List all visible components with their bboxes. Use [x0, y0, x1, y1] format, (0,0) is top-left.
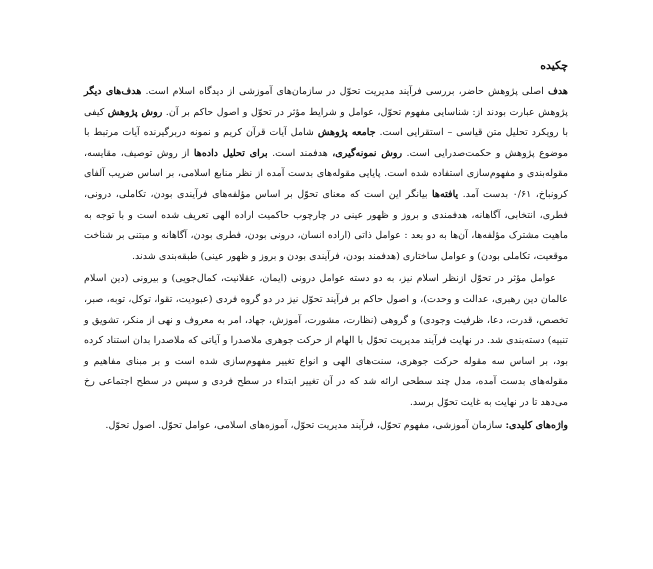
- p1-seg: برای تحلیل داده‌ها: [193, 147, 268, 159]
- abstract-paragraph-2: عوامل مؤثر در تحوّل ازنظر اسلام نیز، به دو دسته عوامل درونی (ایمان، عقلانیت، کمال‌جویی) و بیرونی (دین اسلام عالمان دین رهبری، عدالت و وحدت)، و اصول حاکم بر فرآیند تحوّل نیز در دو گروه فردی (عبودیت، تقوا، توکل، توبه، صبر، تخصص، قدرت، دعا، ظرفیت وجودی) و گروهی (نظارت، مشورت، آموزش، جهاد، امر به معروف و نهی از منکر، تشویق و تنبیه) دسته‌بندی شد. در نهایت فرآیند مدیریت تحوّل با الهام از حرکت جوهری ملاصدرا و آیاتی که ملاصدرا بدان استناد کرده بود، بر اساس سه مقوله حرکت جوهری، سنت‌های الهی و انواع تغییر مفهوم‌سازی شده است و بر مبنای مفاهیم و مقوله‌های بدست آمده، مدل چند سطحی ارائه شد که در آن تغییر ابتداء در سطح فردی و سپس در سطح اجتماعی رخ می‌دهد تا در نهایت به غایت تحوّل برسد.: [84, 273, 568, 408]
- p1-seg: جامعه پژوهش: [317, 127, 376, 139]
- p1-seg: از روش توصیف، مقایسه، مقوله‌بندی و مفهوم‌سازی استفاده شده است. پایایی مقوله‌های بدست آمده از نظر منابع اسلامی، بر اساس ضریب آلفای کرونباخ، ۰/۶۱ بدست آمد.: [84, 147, 568, 200]
- p1-seg: هدف: [547, 86, 568, 97]
- p1-seg: شامل آیات قرآن کریم و نمونه دربرگیرنده آیات مرتبط با موضوع پژوهش و حکمت‌صدرایی است.: [84, 127, 568, 159]
- keywords-line: [84, 416, 568, 437]
- abstract-heading: چکیده: [540, 59, 568, 72]
- p1-seg: هدفمند است.: [267, 147, 333, 159]
- p1-seg: اصلی پژوهش حاضر، بررسی فرآیند مدیریت تحوّل در سازمان‌های آموزشی از دیدگاه اسلام است.: [141, 86, 548, 97]
- p1-seg: بیانگر این است که معنای تحوّل بر اساس مؤلفه‌های فرآیندی بودن، تکاملی، درونی، فطری، انتخابی، آگاهانه، هدفمندی و بروز و ظهور عینی در چارچوب حاکمیت اراده الهی تعریف شده است و با توجه به ماهیت مشترک مؤلفه‌ها، آن‌ها به دو بعد : عوامل ذاتی (اراده انسان، درونی بودن، فطری بودن، آگاهانه و مبتنی بر شناخت موقعیت، تکاملی بودن) و عوامل ساختاری (هدفمند بودن، فرآیندی بودن و بروز و ظهور عینی) طبقه‌بندی شدند.: [84, 188, 568, 262]
- p1-seg: هدف‌های دیگر: [84, 86, 142, 97]
- keywords-text: سازمان آموزشی، مفهوم تحوّل، فرآیند مدیریت تحوّل، آموزه‌های اسلامی، عوامل تحوّل. اصول تحوّل.: [105, 419, 506, 431]
- abstract-paragraph-1: [84, 82, 568, 267]
- p1-seg: روش نمونه‌گیری،: [332, 147, 403, 159]
- p1-seg: یافته‌ها: [431, 188, 459, 200]
- p1-seg: کیفی با رویکرد تحلیل متن قیاسی – استقرایی است.: [84, 106, 568, 139]
- p1-seg: روش پژوهش: [107, 106, 163, 118]
- abstract-page: [84, 56, 568, 436]
- p1-seg: پژوهش عبارت بودند از: شناسایی مفهوم تحوّل، عوامل و شرایط مؤثر در تحوّل و اصول حاکم بر آن.: [162, 106, 568, 118]
- keywords-label: واژه‌های کلیدی:: [505, 419, 568, 431]
